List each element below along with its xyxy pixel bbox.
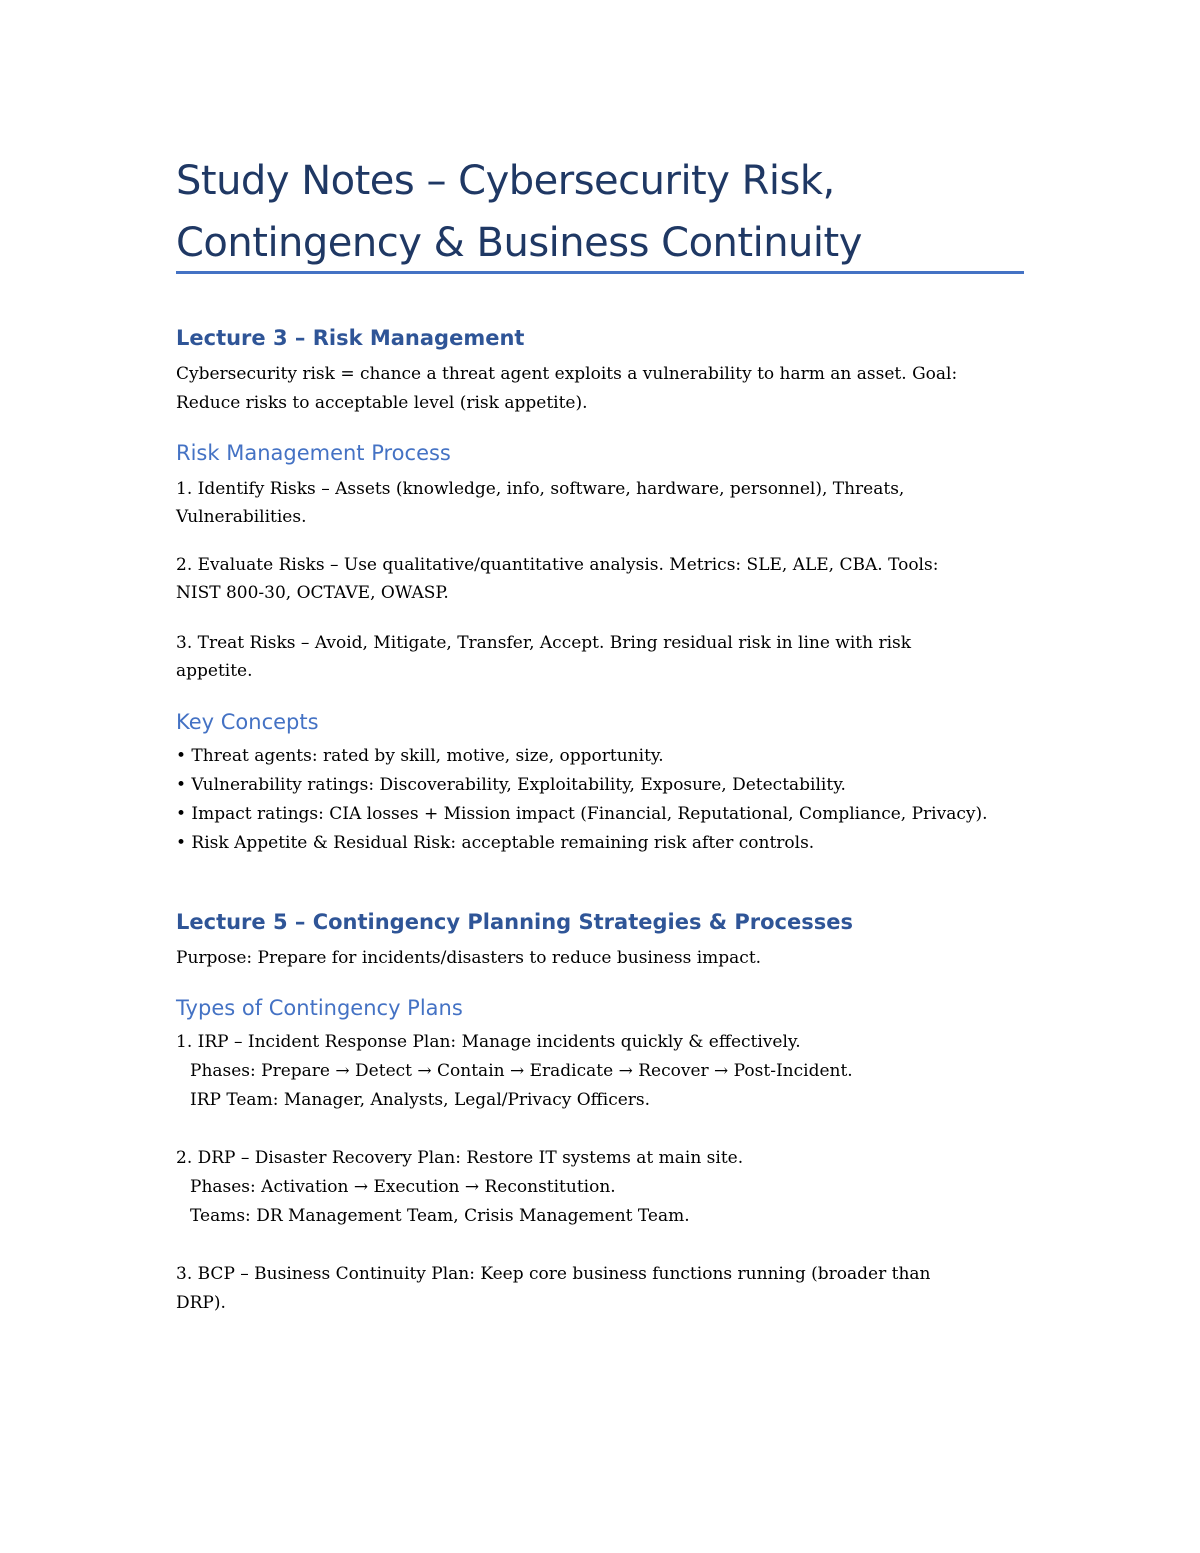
key-concepts-heading: Key Concepts: [176, 710, 319, 734]
risk-step1-line1: 1. Identify Risks – Assets (knowledge, info, software, hardware, personnel), Threats,: [176, 479, 905, 499]
drp-line2: Phases: Activation → Execution → Reconstitution.: [190, 1177, 616, 1197]
key-concept-item: • Threat agents: rated by skill, motive, size, opportunity.: [176, 746, 664, 766]
drp-line1: 2. DRP – Disaster Recovery Plan: Restore IT systems at main site.: [176, 1148, 744, 1168]
risk-step2-line1: 2. Evaluate Risks – Use qualitative/quantitative analysis. Metrics: SLE, ALE, CBA. Tools:: [176, 555, 939, 575]
risk-step3-line2: appetite.: [176, 661, 253, 681]
risk-process-heading: Risk Management Process: [176, 441, 451, 465]
key-concept-item: • Risk Appetite & Residual Risk: acceptable remaining risk after controls.: [176, 833, 815, 853]
lecture3-intro-line2: Reduce risks to acceptable level (risk appetite).: [176, 393, 588, 413]
risk-step2-line2: NIST 800-30, OCTAVE, OWASP.: [176, 583, 449, 603]
lecture5-heading: Lecture 5 – Contingency Planning Strategies & Processes: [176, 910, 853, 934]
title-underline-rule: [176, 271, 1024, 274]
key-concept-item: • Impact ratings: CIA losses + Mission impact (Financial, Reputational, Compliance, Privacy).: [176, 804, 988, 824]
irp-line1: 1. IRP – Incident Response Plan: Manage incidents quickly & effectively.: [176, 1032, 801, 1052]
lecture3-heading: Lecture 3 – Risk Management: [176, 326, 525, 350]
drp-line3: Teams: DR Management Team, Crisis Management Team.: [190, 1206, 690, 1226]
irp-line3: IRP Team: Manager, Analysts, Legal/Privacy Officers.: [190, 1090, 651, 1110]
risk-step3-line1: 3. Treat Risks – Avoid, Mitigate, Transfer, Accept. Bring residual risk in line with risk: [176, 633, 912, 653]
page-title: [176, 150, 1024, 274]
contingency-types-heading: Types of Contingency Plans: [176, 996, 463, 1020]
risk-step1-line2: Vulnerabilities.: [176, 507, 307, 527]
key-concept-item: • Vulnerability ratings: Discoverability, Exploitability, Exposure, Detectability.: [176, 775, 846, 795]
title-line-2: Contingency & Business Continuity: [176, 220, 862, 266]
lecture5-purpose: Purpose: Prepare for incidents/disasters to reduce business impact.: [176, 948, 762, 968]
lecture3-intro-line1: Cybersecurity risk = chance a threat agent exploits a vulnerability to harm an asset. Goal:: [176, 364, 958, 384]
bcp-line1: 3. BCP – Business Continuity Plan: Keep core business functions running (broader than: [176, 1264, 931, 1284]
title-line-1: Study Notes – Cybersecurity Risk,: [176, 158, 835, 204]
bcp-line2: DRP).: [176, 1293, 226, 1313]
irp-line2: Phases: Prepare → Detect → Contain → Eradicate → Recover → Post-Incident.: [190, 1061, 853, 1081]
